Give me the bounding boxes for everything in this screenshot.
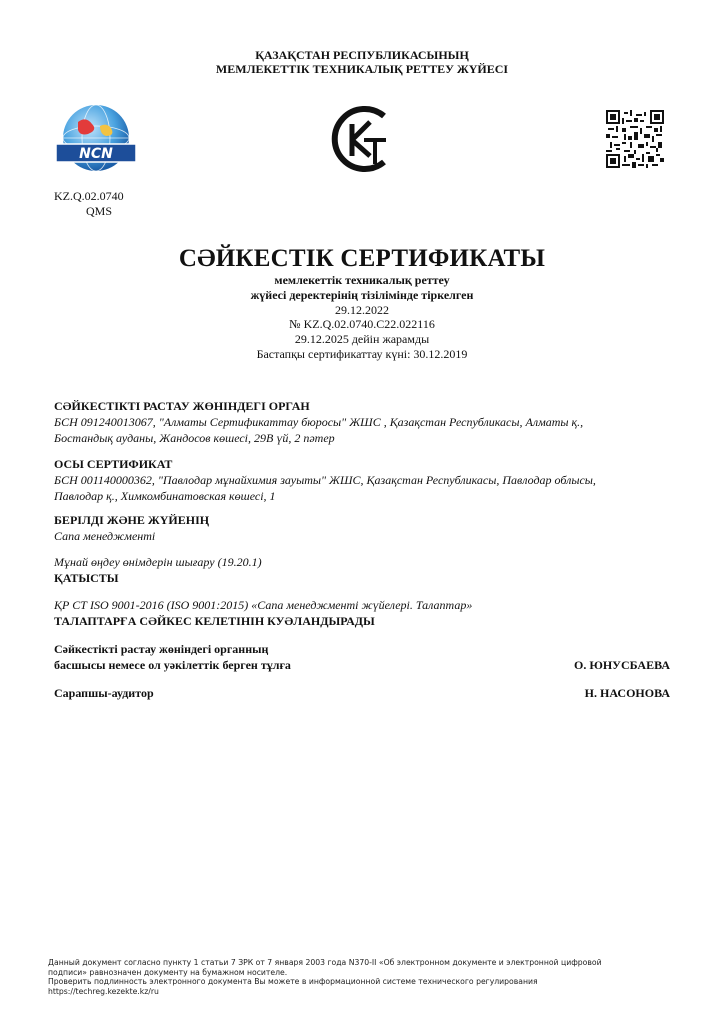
globe-logo-icon <box>54 104 138 176</box>
valid-until: 29.12.2025 дейін жарамды <box>294 332 430 347</box>
auditor-label: Сарапшы-аудитор <box>54 686 154 700</box>
initial-certification-date: Бастапқы сертификаттау күні: 30.12.2019 <box>256 346 468 361</box>
holder-line-2: Павлодар қ., Химкомбинатовская көшесі, 1 <box>54 489 276 503</box>
management-system: Сапа менеджменті <box>54 529 156 543</box>
scope-heading: ҚАТЫСТЫ <box>54 571 119 585</box>
head-label-line-2: басшысы немесе ол уәкілеттік берген тұлға <box>54 658 291 672</box>
standard-section <box>54 597 654 629</box>
conformity-mark-icon <box>330 104 396 174</box>
issued-section <box>54 512 654 544</box>
conformity-body-line-2: Бостандық ауданы, Жандосов көшесі, 29В үй, 2 пәтер <box>54 431 335 445</box>
auditor-signature-row <box>54 685 670 701</box>
certificate-details <box>0 273 724 362</box>
registration-code <box>54 189 124 219</box>
head-name: О. ЮНУСБАЕВА <box>573 658 670 672</box>
registry-line-1: мемлекеттік техникалық реттеу <box>274 273 450 287</box>
holder-line-1: БСН 001140000362, "Павлодар мұнайхимия зауыты" ЖШС, Қазақстан Республикасы, Павлодар облысы, <box>54 473 596 487</box>
certificate-holder-section <box>54 456 654 504</box>
standard-text: ҚР СТ ISO 9001-2016 (ISO 9001:2015) «Сапа менеджменті жүйелері. Талаптар» <box>54 598 473 612</box>
footer-line-3: Проверить подлинность электронного документа Вы можете в информационной системе технического регулирования <box>48 977 538 987</box>
auditor-name: Н. НАСОНОВА <box>584 686 670 700</box>
certificate-number: № KZ.Q.02.0740.C22.022116 <box>289 317 435 332</box>
issued-heading: БЕРІЛДІ ЖӘНЕ ЖҮЙЕНІҢ <box>54 513 210 527</box>
qr-code-icon <box>606 110 664 168</box>
certificate-title: СӘЙКЕСТІК СЕРТИФИКАТЫ <box>178 245 546 272</box>
certificate-date: 29.12.2022 <box>335 302 389 317</box>
holder-heading: ОСЫ СЕРТИФИКАТ <box>54 457 173 471</box>
conformity-body-section <box>54 398 654 446</box>
scope-section <box>54 554 654 586</box>
footer-line-2: подписи» равнозначен документу на бумажном носителе. <box>48 967 288 977</box>
conformity-body-heading: СӘЙКЕСТІКТІ РАСТАУ ЖӨНІНДЕГІ ОРГАН <box>54 399 310 413</box>
footer-line-1: Данный документ согласно пункту 1 статьи 7 ЗРК от 7 января 2003 года N370-II «Об электронном документе и электронной цифровой <box>48 958 602 967</box>
verification-link[interactable]: https://techreg.kezekte.kz/ru <box>48 986 159 996</box>
head-signature-row <box>54 641 670 673</box>
logo-ncn-text: NCN <box>79 146 113 162</box>
scope-text: Мұнай өңдеу өнімдерін шығару (19.20.1) <box>54 555 262 569</box>
header-line-2: МЕМЛЕКЕТТІК ТЕХНИКАЛЫҚ РЕТТЕУ ЖҮЙЕСІ <box>215 62 509 76</box>
registration-number: KZ.Q.02.0740 <box>54 189 124 203</box>
conformity-body-line-1: БСН 091240013067, "Алматы Сертификаттау бюросы" ЖШС , Қазақстан Республикасы, Алматы қ., <box>54 415 584 429</box>
header-line-1: ҚАЗАҚСТАН РЕСПУБЛИКАСЫНЫҢ <box>255 48 469 62</box>
standard-heading: ТАЛАПТАРҒА СӘЙКЕС КЕЛЕТІНІН КУӘЛАНДЫРАДЫ <box>54 614 375 628</box>
registry-line-2: жүйесі деректерінің тізілімінде тіркелген <box>250 287 474 302</box>
head-label-line-1: Сәйкестікті растау жөніндегі органның <box>54 642 269 656</box>
legal-footer <box>48 958 688 996</box>
registration-type: QMS <box>86 204 113 218</box>
